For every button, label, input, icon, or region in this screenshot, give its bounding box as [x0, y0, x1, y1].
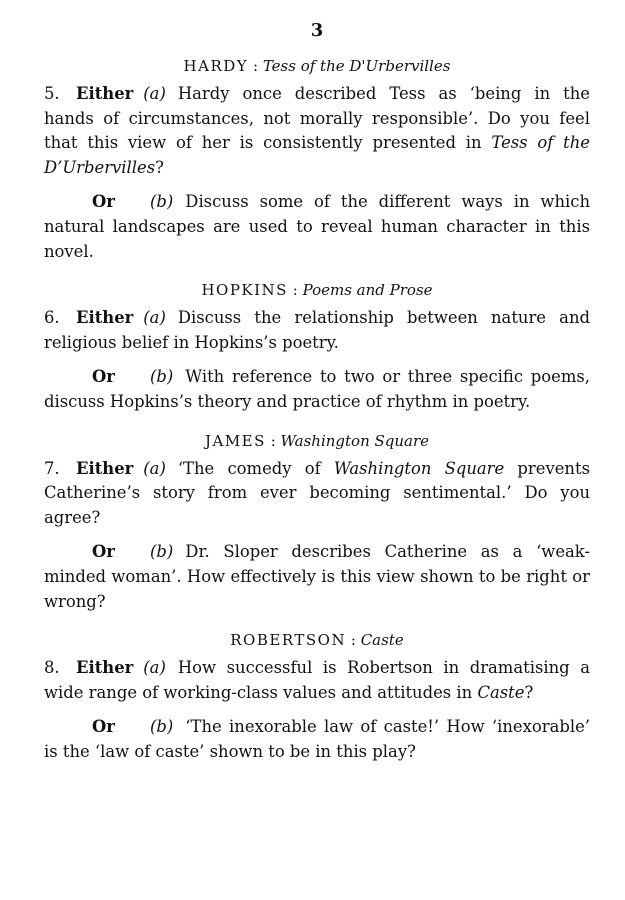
- page-number: 3: [310, 20, 324, 41]
- question-part-a: [44, 306, 590, 355]
- part-a-italic-title: Washington Square: [333, 458, 505, 478]
- question-part-b: [44, 715, 590, 764]
- either-label: Either: [76, 84, 134, 103]
- work-title: Caste: [360, 631, 404, 650]
- part-a-label: (a): [143, 84, 166, 103]
- heading-separator: :: [292, 281, 298, 300]
- either-label: Either: [76, 658, 134, 678]
- question-number: 7.: [44, 458, 60, 478]
- work-title: Tess of the D'Urbervilles: [262, 57, 451, 75]
- section-robertson: [44, 630, 590, 764]
- question-part-a: [44, 656, 590, 705]
- section-heading: [44, 280, 590, 300]
- part-b-text: Discuss some of the different ways in which natural landscapes are used to reveal human character in this novel.: [44, 192, 590, 261]
- heading-separator: :: [252, 57, 259, 75]
- part-a-text-end: ?: [524, 682, 534, 702]
- section-hardy: [44, 56, 590, 264]
- heading-separator: :: [270, 431, 276, 450]
- question-part-b: [44, 540, 590, 614]
- section-hopkins: [44, 280, 590, 414]
- either-label: Either: [76, 458, 134, 478]
- part-a-text: Hardy once described Tess as ‘being in the hands of circumstances, not morally responsible’. Do you feel that this view of her is consistently presented in: [44, 84, 590, 153]
- part-b-text: With reference to two or three specific poems, discuss Hopkins’s theory and practice of rhythm in poetry.: [44, 367, 590, 411]
- section-james: [44, 431, 590, 615]
- part-a-text-end: prevents Catherine’s story from ever becoming sentimental.’ Do you agree?: [44, 458, 590, 527]
- part-b-text: ‘The inexorable law of caste!’ How ‘inexorable’ is the ‘law of caste’ shown to be in this play?: [44, 717, 590, 761]
- part-a-label: (a): [143, 308, 166, 328]
- part-b-label: (b): [150, 367, 174, 387]
- part-a-text-end: ?: [155, 157, 164, 177]
- or-label: Or: [92, 367, 115, 387]
- work-title: Washington Square: [280, 431, 430, 450]
- part-a-text: ‘The comedy of: [177, 458, 334, 478]
- exam-page: [44, 0, 590, 764]
- question-part-b: [44, 190, 590, 264]
- part-a-italic-title: Caste: [477, 682, 525, 702]
- question-number: 8.: [44, 658, 60, 678]
- part-b-text: Dr. Sloper describes Catherine as a ‘weak-minded woman’. How effectively is this view shown to be right or wrong?: [44, 542, 590, 611]
- author-name: HOPKINS: [201, 281, 288, 300]
- or-label: Or: [92, 542, 115, 562]
- or-label: Or: [92, 717, 115, 737]
- part-a-label: (a): [143, 658, 166, 678]
- question-number: 6.: [44, 308, 60, 328]
- part-a-text: Discuss the relationship between nature and religious belief in Hopkins’s poetry.: [44, 308, 590, 352]
- part-b-label: (b): [150, 717, 174, 737]
- author-name: JAMES: [204, 431, 266, 450]
- author-name: ROBERTSON: [230, 631, 347, 650]
- question-part-b: [44, 365, 590, 414]
- part-b-label: (b): [150, 542, 174, 562]
- question-part-a: [44, 457, 590, 531]
- part-a-italic-title: Tess of the D’Urbervilles: [44, 133, 590, 177]
- or-label: Or: [92, 192, 115, 212]
- part-a-text: How successful is Robertson in dramatising a wide range of working-class values and attitudes in: [44, 658, 590, 702]
- work-title: Poems and Prose: [302, 281, 433, 300]
- part-b-label: (b): [150, 192, 174, 212]
- author-name: HARDY: [183, 57, 249, 75]
- question-number: 5.: [44, 84, 60, 103]
- heading-separator: :: [350, 631, 356, 650]
- section-heading: [44, 56, 590, 76]
- section-heading: [44, 630, 590, 650]
- part-a-label: (a): [143, 458, 166, 478]
- section-heading: [44, 431, 590, 451]
- question-part-a: [44, 82, 590, 180]
- either-label: Either: [76, 308, 134, 328]
